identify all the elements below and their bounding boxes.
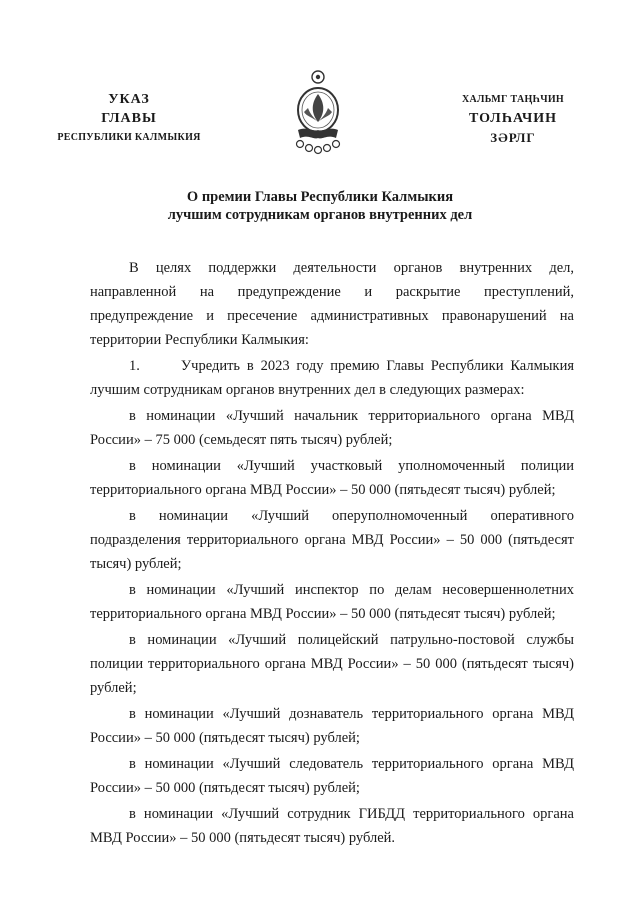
title-line1: О премии Главы Республики Калмыкия xyxy=(186,189,454,205)
clause-1-paragraph: 1. Учредить в 2023 году премию Главы Республики Калмыкия лучшим сотрудникам органов внутренних дел в следующих размерах: xyxy=(90,358,578,398)
title-line2: лучшим сотрудникам органов внутренних дел xyxy=(167,207,473,223)
nomination-paragraph: в номинации «Лучший инспектор по делам несовершеннолетних территориального органа МВД России» – 50 000 (пятьдесят тысяч) рублей; xyxy=(90,582,574,622)
nomination-paragraph: в номинации «Лучший участковый уполномоченный полиции территориального органа МВД России» – 50 000 (пятьдесят тысяч) рублей; xyxy=(90,458,574,498)
header-right-line3: ЗӘРЛГ xyxy=(490,130,536,145)
decree-title xyxy=(60,188,580,224)
decree-body xyxy=(90,256,578,850)
header-left-line2: ГЛАВЫ xyxy=(101,111,157,126)
header-left-line1: УКАЗ xyxy=(108,92,150,107)
header-right-line1: ХАЛЬМГ ТАҢҺЧИН xyxy=(461,94,564,105)
decree-header-russian xyxy=(44,90,214,147)
preamble-paragraph: В целях поддержки деятельности органов внутренних дел, направленной на предупреждение и раскрытие преступлений, предупреждение и пресечение административных правонарушений на территории Республики Калмыкия: xyxy=(90,260,574,348)
nomination-paragraph: в номинации «Лучший дознаватель территориального органа МВД России» – 50 000 (пятьдесят тысяч) рублей; xyxy=(90,706,574,746)
header-left-line3: РЕСПУБЛИКИ КАЛМЫКИЯ xyxy=(57,132,201,143)
nomination-paragraph: в номинации «Лучший следователь территориального органа МВД России» – 50 000 (пятьдесят тысяч) рублей; xyxy=(90,756,574,796)
header-right-line2: ТОЛҺАЧИН xyxy=(468,111,558,126)
nomination-paragraph: в номинации «Лучший начальник территориального органа МВД России» – 75 000 (семьдесят пять тысяч) рублей; xyxy=(90,408,574,448)
kalmykia-coat-of-arms-icon xyxy=(288,68,348,158)
nomination-paragraph: в номинации «Лучший оперуполномоченный оперативного подразделения территориального органа МВД России» – 50 000 (пятьдесят тысяч) рублей; xyxy=(90,508,574,572)
nomination-paragraph: в номинации «Лучший полицейский патрульно-постовой службы полиции территориального органа МВД России» – 50 000 (пятьдесят тысяч) рублей; xyxy=(90,632,574,696)
decree-header-kalmyk xyxy=(448,90,578,147)
nomination-paragraph: в номинации «Лучший сотрудник ГИБДД территориального органа МВД России» – 50 000 (пятьдесят тысяч) рублей. xyxy=(90,806,574,846)
